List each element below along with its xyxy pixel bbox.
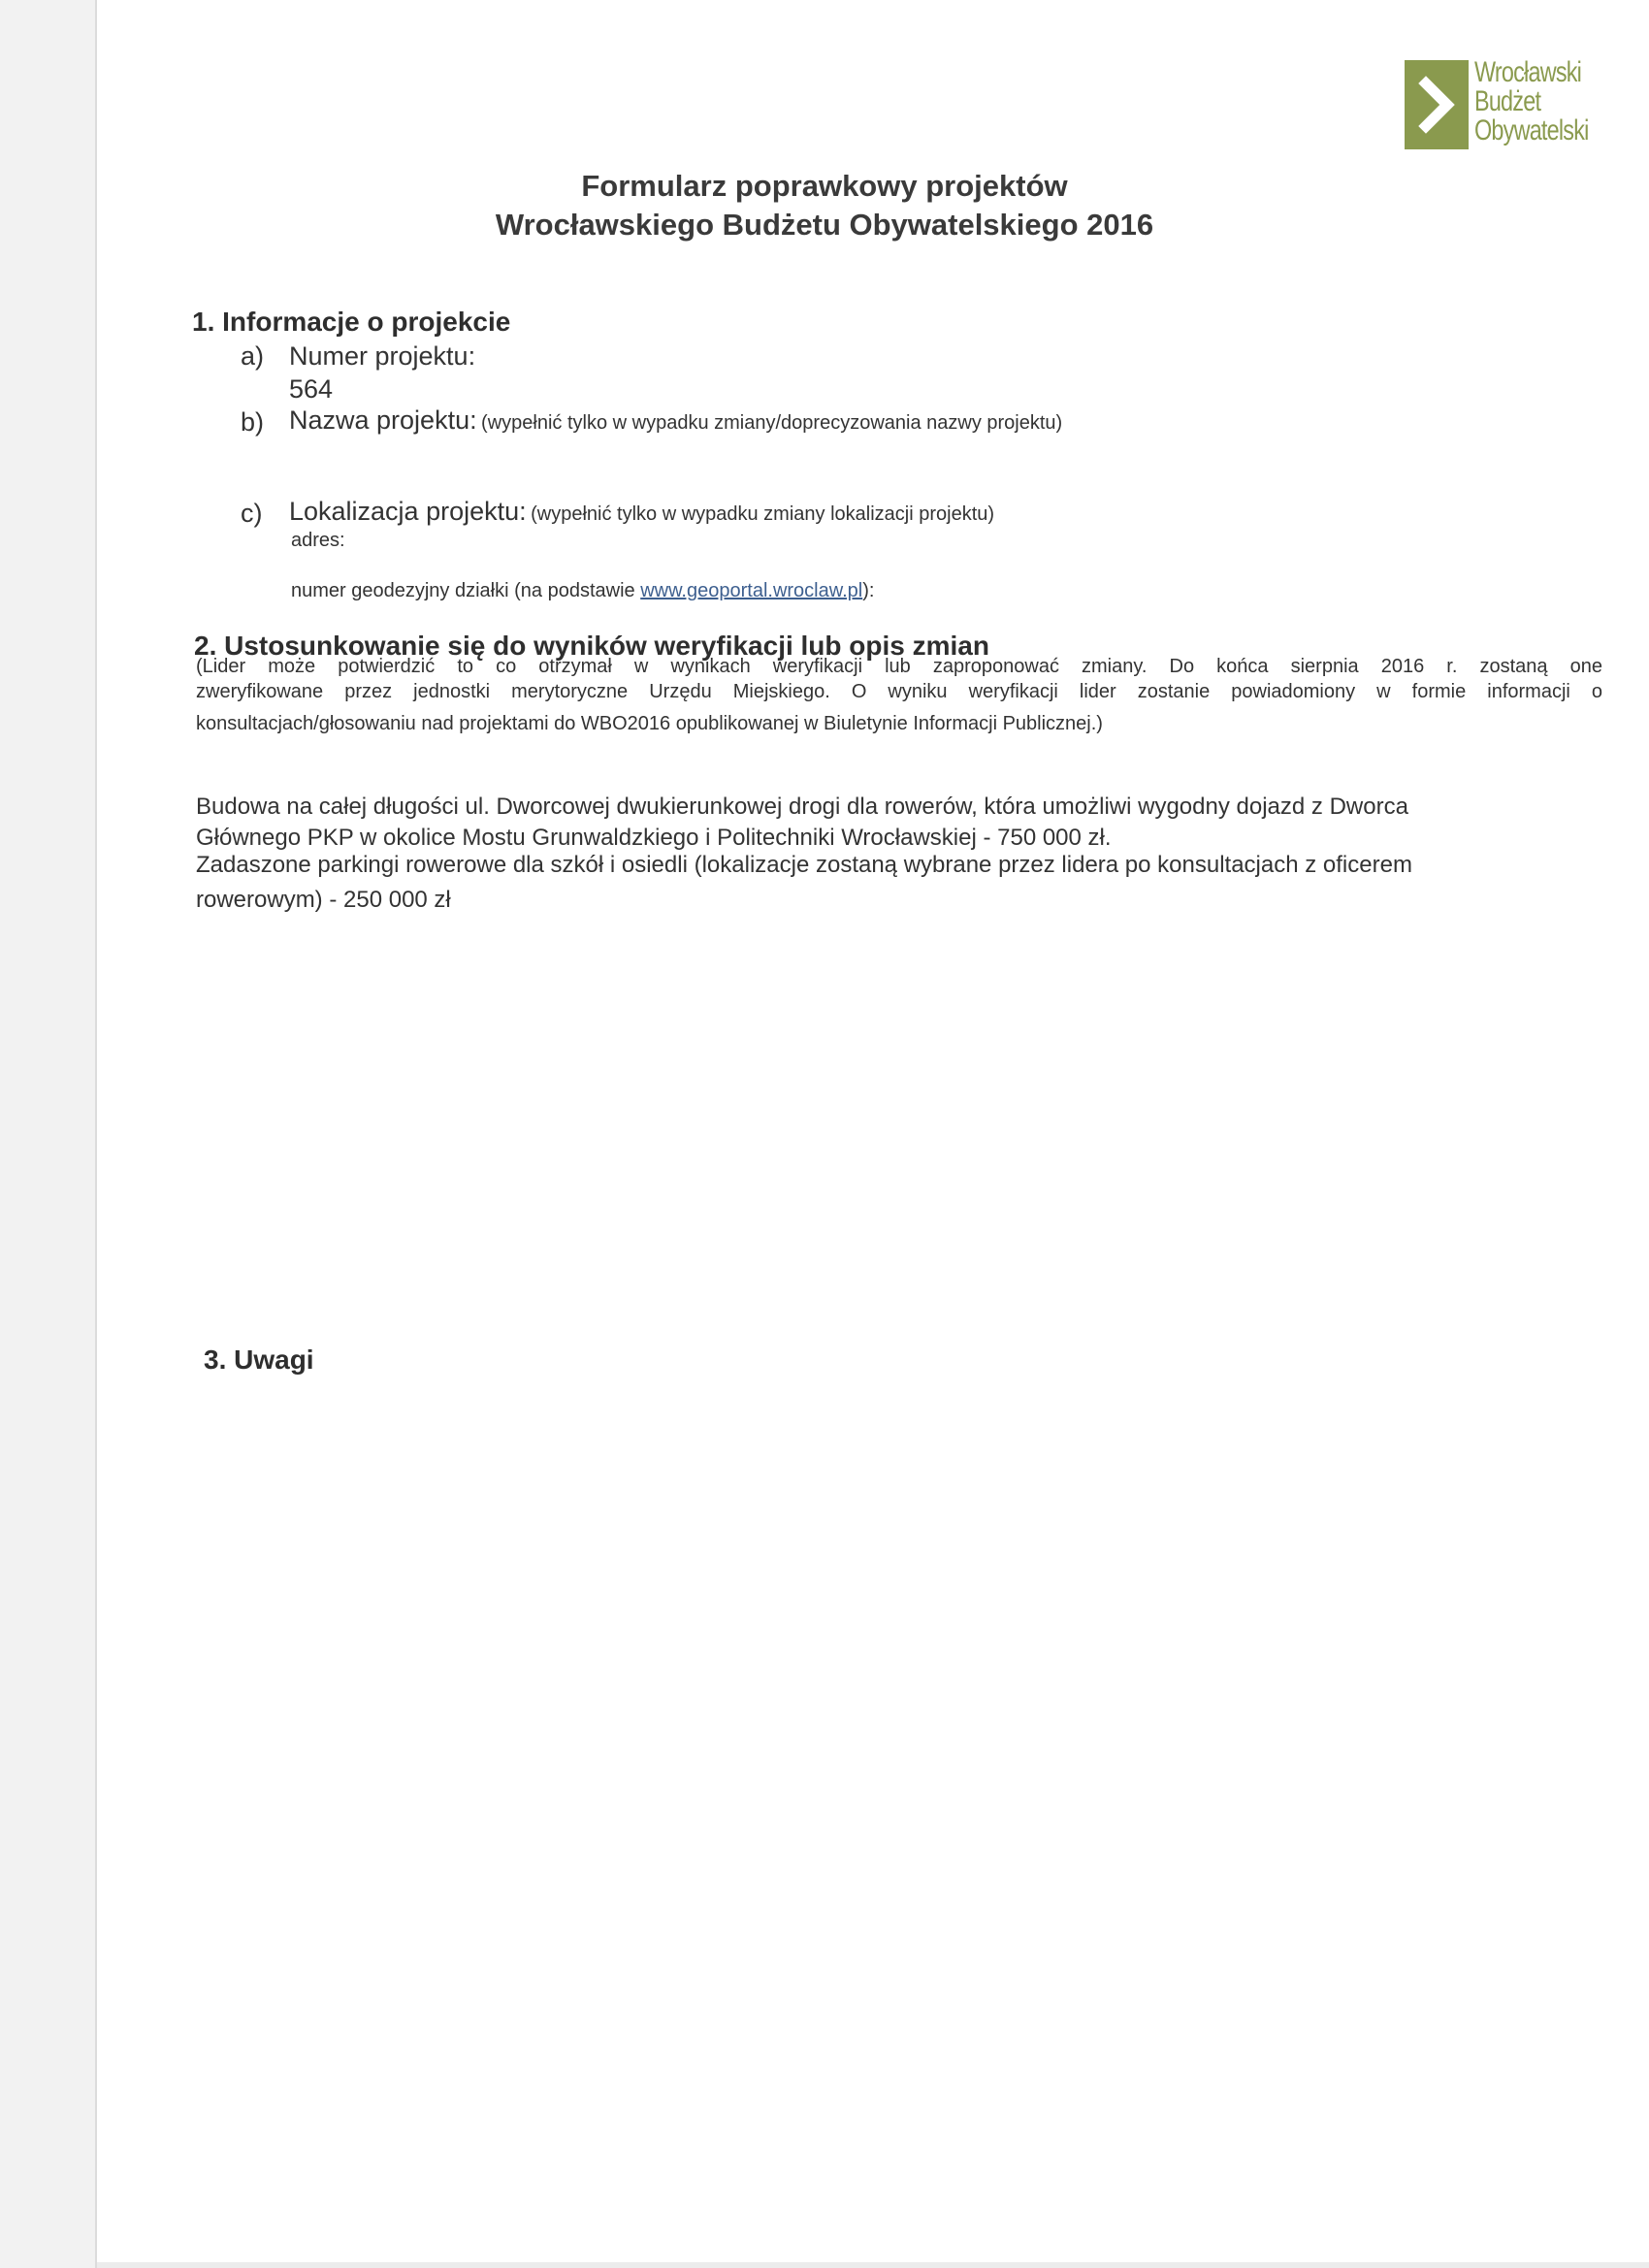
project-name-note: (wypełnić tylko w wypadku zmiany/doprecyzowania nazwy projektu)	[481, 412, 1063, 434]
plot-number-label: numer geodezyjny działki (na podstawie	[291, 580, 641, 601]
changes-description-line-2: Głównego PKP w okolice Mostu Grunwaldzkiego i Politechniki Wrocławskiej - 750 000 zł.	[196, 825, 1112, 851]
section-2-note-line-2: zweryfikowane przez jednostki merytoryczne Urzędu Miejskiego. O wyniku weryfikacji lider zostanie powiadomiony w formie informacji o	[196, 681, 1602, 702]
document-title-line-1: Formularz poprawkowy projektów	[581, 169, 1068, 203]
logo-mark	[1405, 60, 1469, 149]
address-label: adres:	[291, 530, 345, 551]
changes-description-line-4: rowerowym) - 250 000 zł	[196, 887, 451, 913]
item-c-marker: c)	[241, 499, 263, 528]
changes-description-line-3: Zadaszone parkingi rowerowe dla szkół i osiedli (lokalizacje zostaną wybrane przez lidera po konsultacjach z oficerem	[196, 852, 1412, 878]
section-1-heading: 1. Informacje o projekcie	[192, 307, 511, 337]
scan-edge	[0, 0, 97, 2268]
document-title-line-2: Wrocławskiego Budżetu Obywatelskiego 2016	[495, 208, 1154, 242]
section-2-heading: 2. Ustosunkowanie się do wyników weryfikacji lub opis zmian	[194, 631, 989, 661]
project-name-row	[289, 405, 1062, 436]
project-number-label: Numer projektu:	[289, 341, 476, 371]
project-location-label: Lokalizacja projektu:	[289, 497, 527, 526]
project-number-value: 564	[289, 374, 334, 404]
scan-bottom-edge	[97, 2262, 1649, 2268]
section-2-note-line-1: (Lider może potwierdzić to co otrzymał w wynikach weryfikacji lub zaproponować zmiany. Do końca sierpnia 2016 r. zostaną one	[196, 656, 1602, 677]
project-location-note: (wypełnić tylko w wypadku zmiany lokalizacji projektu)	[531, 503, 995, 525]
logo-line-1: Wrocławski	[1474, 56, 1582, 88]
plot-number-row	[291, 580, 874, 602]
section-2-note-line-3: konsultacjach/głosowaniu nad projektami do WBO2016 opublikowanej w Biuletynie Informacji Publicznej.)	[196, 713, 1103, 734]
logo-line-2: Budżet	[1474, 85, 1541, 117]
plot-number-label-end: ):	[862, 580, 875, 601]
project-name-label: Nazwa projektu:	[289, 405, 477, 435]
logo-line-3: Obywatelski	[1474, 114, 1589, 146]
item-b-marker: b)	[241, 407, 265, 437]
logo-wordmark	[1474, 58, 1589, 146]
chevron-right-icon	[1405, 60, 1469, 149]
changes-description-line-1: Budowa na całej długości ul. Dworcowej dwukierunkowej drogi dla rowerów, która umożliwi wygodny dojazd z Dworca	[196, 794, 1408, 820]
item-a-marker: a)	[241, 341, 265, 371]
section-3-heading: 3. Uwagi	[204, 1345, 314, 1375]
geoportal-link[interactable]: www.geoportal.wroclaw.pl	[640, 580, 863, 601]
project-location-row	[289, 497, 994, 527]
wbo-logo	[1405, 56, 1599, 149]
